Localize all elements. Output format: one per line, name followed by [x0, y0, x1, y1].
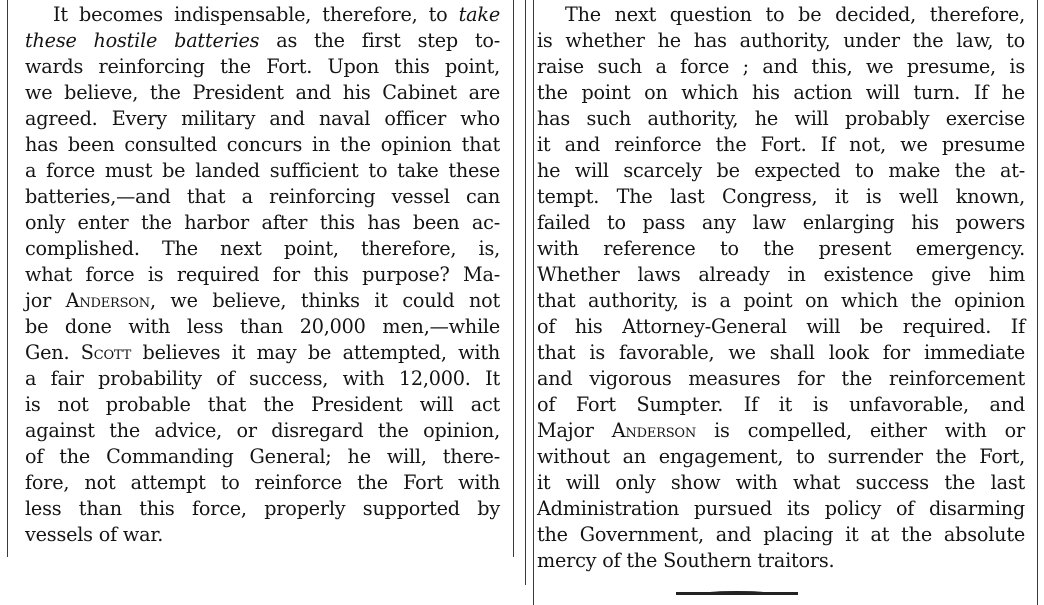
- text-line: [25, 106, 500, 132]
- text-segment: fore, not attempt to reinforce the Fort with: [25, 471, 500, 494]
- column-rule-1: [513, 0, 514, 557]
- small-caps-name: Scott: [80, 341, 132, 364]
- text-line: [25, 262, 500, 288]
- text-line: [25, 366, 500, 392]
- text-line: [537, 236, 1025, 262]
- text-segment: is compelled, either with or: [696, 419, 1025, 442]
- small-caps-name: Anderson: [65, 289, 150, 312]
- text-segment: that is favorable, we shall look for immediate: [537, 341, 1025, 364]
- text-line: [537, 262, 1025, 288]
- text-segment: Administration pursued its policy of disarming: [537, 497, 1025, 520]
- text-segment: what force is required for this purpose? Ma-: [25, 263, 500, 286]
- text-line: [25, 470, 500, 496]
- text-segment: the point on which his action will turn. If he: [537, 81, 1025, 104]
- text-segment: vessels of war.: [25, 523, 164, 546]
- text-line: [537, 470, 1025, 496]
- right-margin-rule: [1037, 0, 1038, 605]
- text-line: [537, 548, 1025, 574]
- text-segment: tempt. The last Congress, it is well known,: [537, 185, 1025, 208]
- text-segment: less than this force, properly supported by: [25, 497, 500, 520]
- text-line: [537, 366, 1025, 392]
- text-line: [537, 132, 1025, 158]
- text-line: [25, 184, 500, 210]
- text-segment: of his Attorney-General will be required. If: [537, 315, 1025, 338]
- text-line: [537, 106, 1025, 132]
- text-line: [537, 184, 1025, 210]
- text-segment: is whether he has authority, under the law, to: [537, 29, 1025, 52]
- left-margin-rule: [7, 0, 8, 557]
- text-segment: is not probable that the President will act: [25, 393, 500, 416]
- small-caps-name: Anderson: [611, 419, 697, 442]
- text-line: [25, 418, 500, 444]
- text-line: [25, 522, 500, 548]
- text-line: [537, 444, 1025, 470]
- text-segment: the Government, and placing it at the absolute: [537, 523, 1025, 546]
- text-line: [25, 210, 500, 236]
- text-line: [537, 80, 1025, 106]
- text-segment: a fair probability of success, with 12,000. It: [25, 367, 500, 390]
- text-segment: of Fort Sumpter. If it is unfavorable, and: [537, 393, 1025, 416]
- text-segment: without an engagement, to surrender the Fort,: [537, 445, 1025, 468]
- text-segment: of the Commanding General; he will, there-: [25, 445, 500, 468]
- text-segment: mercy of the Southern traitors.: [537, 549, 835, 572]
- end-of-article-dash: [676, 592, 798, 595]
- text-line: [25, 392, 500, 418]
- text-segment: It becomes indispensable, therefore, to: [53, 3, 459, 26]
- text-line: [537, 158, 1025, 184]
- article-column-right: [537, 2, 1025, 574]
- text-segment: believes it may be attempted, with: [131, 341, 500, 364]
- text-line: [25, 2, 500, 28]
- text-line: [537, 522, 1025, 548]
- text-segment: as the first step to-: [259, 29, 501, 52]
- text-segment: has such authority, he will probably exercise: [537, 107, 1025, 130]
- text-segment: Gen.: [25, 341, 81, 364]
- text-line: [537, 392, 1025, 418]
- text-segment: Major: [537, 419, 612, 442]
- text-segment: it and reinforce the Fort. If not, we presume: [537, 133, 1025, 156]
- text-line: [537, 210, 1025, 236]
- text-segment: against the advice, or disregard the opinion,: [25, 419, 500, 442]
- text-segment: he will scarcely be expected to make the at-: [537, 159, 1025, 182]
- text-line: [537, 418, 1025, 444]
- text-line: [25, 340, 500, 366]
- text-segment: complished. The next point, therefore, is,: [25, 237, 500, 260]
- text-segment: batteries,—and that a reinforcing vessel can: [25, 185, 500, 208]
- text-line: [25, 236, 500, 262]
- text-segment: The next question to be decided, therefore,: [565, 3, 1025, 26]
- text-segment: wards reinforcing the Fort. Upon this point,: [25, 55, 500, 78]
- text-segment: a force must be landed sufficient to take these: [25, 159, 500, 182]
- text-segment: raise such a force ; and this, we presume, is: [537, 55, 1025, 78]
- text-segment: Whether laws already in existence give him: [537, 263, 1025, 286]
- text-line: [25, 158, 500, 184]
- text-segment: has been consulted concurs in the opinion that: [25, 133, 500, 156]
- text-segment: agreed. Every military and naval officer who: [25, 107, 500, 130]
- text-line: [537, 28, 1025, 54]
- text-segment: that authority, is a point on which the opinion: [537, 289, 1025, 312]
- text-line: [25, 288, 500, 314]
- text-segment: failed to pass any law enlarging his powers: [537, 211, 1025, 234]
- text-segment: it will only show with what success the last: [537, 471, 1025, 494]
- text-line: [537, 340, 1025, 366]
- text-line: [537, 2, 1025, 28]
- text-segment: jor: [25, 289, 66, 312]
- text-line: [25, 80, 500, 106]
- text-line: [25, 444, 500, 470]
- text-line: [537, 314, 1025, 340]
- text-segment: with reference to the present emergency.: [537, 237, 1025, 260]
- column-rule-2: [525, 0, 526, 585]
- text-segment: only enter the harbor after this has been ac-: [25, 211, 500, 234]
- italic-phrase: take: [458, 3, 500, 26]
- text-line: [25, 28, 500, 54]
- text-line: [25, 496, 500, 522]
- text-segment: be done with less than 20,000 men,—while: [25, 315, 500, 338]
- text-segment: , we believe, thinks it could not: [149, 289, 500, 312]
- text-segment: we believe, the President and his Cabinet are: [25, 81, 500, 104]
- text-segment: and vigorous measures for the reinforcement: [537, 367, 1025, 390]
- article-column-left: [25, 2, 500, 548]
- text-line: [25, 132, 500, 158]
- italic-phrase: these hostile batteries: [25, 29, 260, 52]
- text-line: [537, 288, 1025, 314]
- text-line: [537, 54, 1025, 80]
- text-line: [25, 314, 500, 340]
- column-rule-3: [533, 0, 534, 605]
- text-line: [25, 54, 500, 80]
- text-line: [537, 496, 1025, 522]
